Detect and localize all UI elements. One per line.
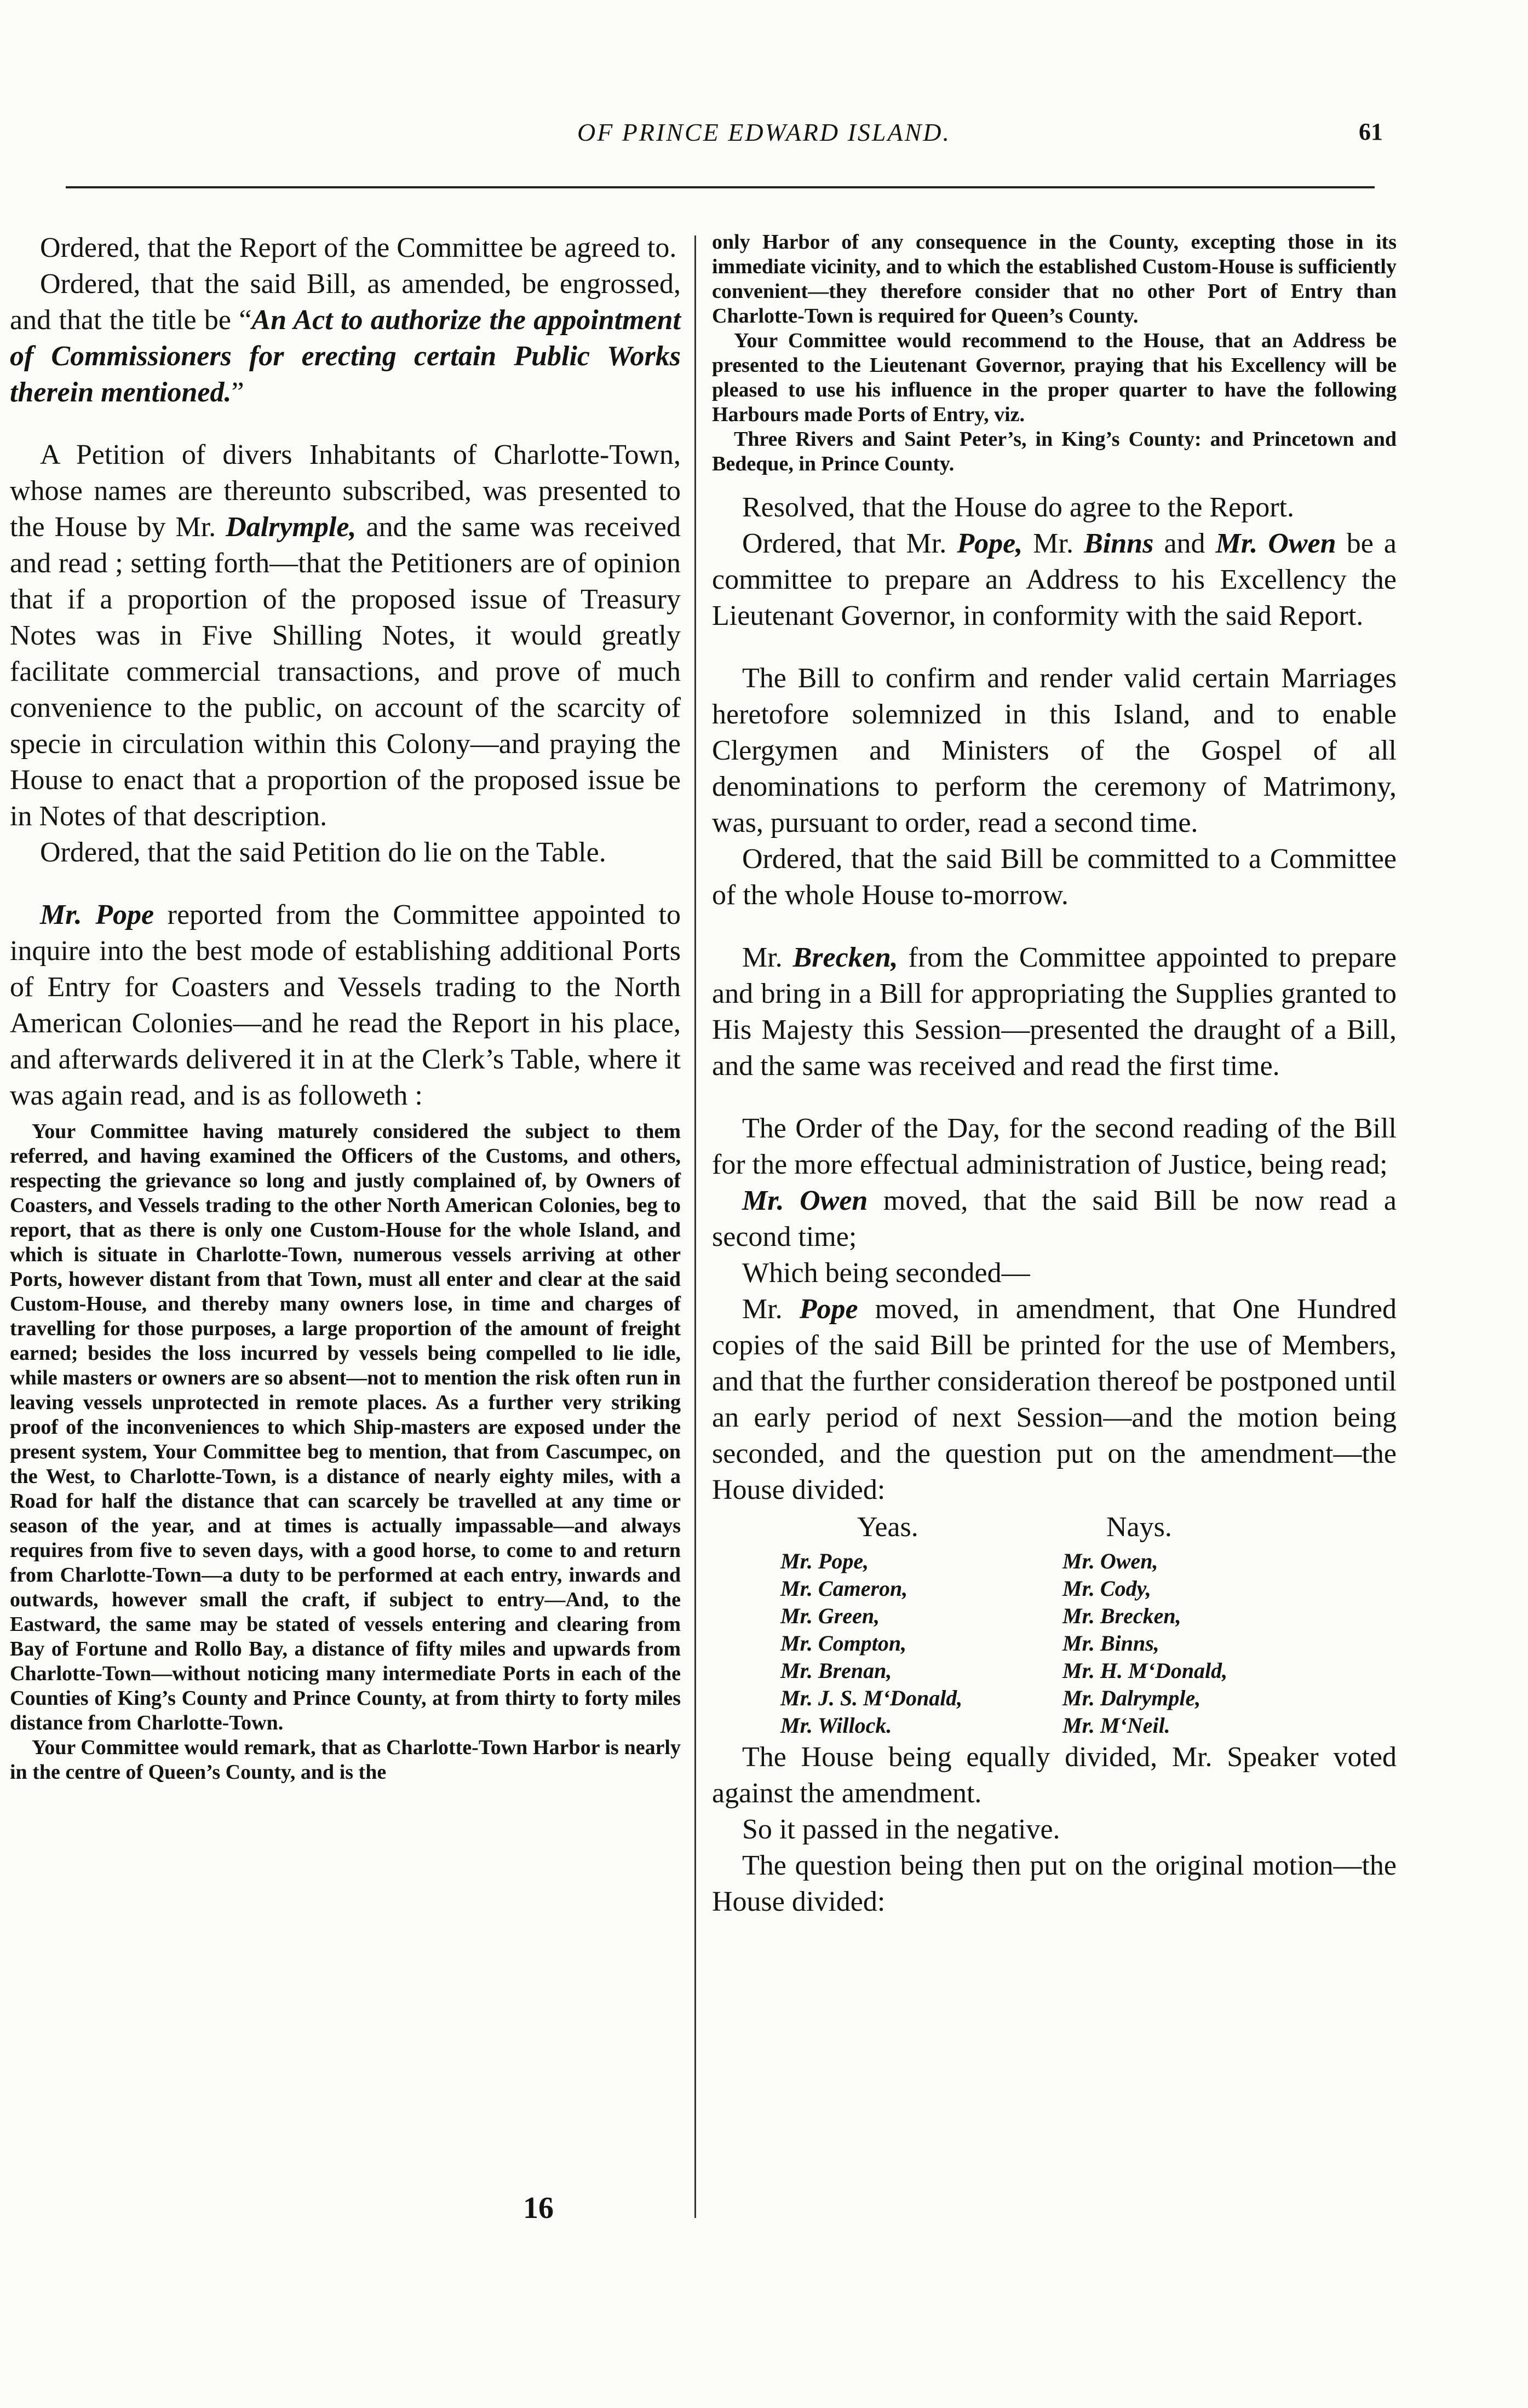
yea-member: Mr. Willock. [780, 1713, 892, 1738]
yea-member: Mr. Pope, [780, 1549, 869, 1573]
paragraph: The Order of the Day, for the second reading of the Bill for the more effectual administration of Justice, being read; [712, 1113, 1397, 1180]
nays-heading: Nays. [1106, 1512, 1172, 1543]
member-name: Dalrymple, [226, 512, 357, 543]
paragraph [712, 526, 1397, 634]
nay-member: Mr. Brecken, [1062, 1604, 1181, 1628]
text: and the same was received and read ; setting forth—that the Petitioners are of opinion that if a proportion of the proposed issue of Treasury Notes was in Five Shilling Notes, it would greatly facilitate commercial transactions, and prove of much convenience to the public, on account of the scarcity of specie in circulation within this Colony—and praying the House to enact that a proportion of the proposed issue be in Notes of that description. [10, 512, 681, 832]
paragraph: The House being equally divided, Mr. Speaker voted against the amendment. [712, 1742, 1397, 1809]
text: moved, that the said Bill be now read a second time; [712, 1185, 1397, 1252]
member-name: Mr. Pope [40, 899, 154, 930]
yea-member: Mr. Compton, [780, 1631, 907, 1656]
paragraph: Which being seconded— [742, 1257, 1030, 1289]
report-paragraph: Your Committee having maturely considered the subject to them referred, and having examined the Officers of the Customs, and others, respecting the grievance so long and justly complained of, by Owners of Coasters, and Vessels trading to the other North American Colonies, beg to report, that as there is only one Custom-House for the whole Island, and which is situate in Charlotte-Town, numerous vessels arriving at other Ports, however distant from that Town, must all enter and clear at the said Custom-House, and thereby many owners lose, in time and charges of travelling for those purposes, a large proportion of the amount of freight earned; besides the loss incurred by vessels being compelled to lie idle, while masters or owners are so absent—not to mention the risk often run in leaving vessels unprotected in remote places. As a further very striking proof of the inconveniences to which Ship-masters are exposed under the present system, Your Committee beg to mention, that from Cascumpec, on the West, to Charlotte-Town, is a distance of nearly eighty miles, with a Road for half the distance that can scarcely be travelled at any time or season of the year, and at times is actually impassable—and always requires from five to seven days, with a good horse, to come to and return from Charlotte-Town—a duty to be performed at each entry, inwards and outwards, however small the craft, if subject to entry—And, to the Eastward, the same may be stated of vessels entering and clearing from Bay of Fortune and Rollo Bay, a distance of fifty miles and upwards from Charlotte-Town—without noticing many intermediate Ports in each of the Counties of King’s County and Prince County, at from thirty to forty miles distance from Charlotte-Town. [10, 1120, 681, 1734]
yea-member: Mr. Brenan, [780, 1658, 892, 1683]
text: ” [231, 377, 244, 408]
bill-title: An Act to authorize the appointment of Commissioners for erecting certain Public Works therein mentioned. [10, 304, 681, 408]
member-name: Mr. Owen [742, 1185, 868, 1216]
paragraph: Ordered, that the Report of the Committee be agreed to. [40, 232, 677, 263]
paragraph [712, 1291, 1397, 1508]
text: Mr. [1023, 528, 1084, 559]
yeas-column [780, 1510, 1062, 1739]
paragraph: The Bill to confirm and render valid certain Marriages heretofore solemnized in this Island, and to enable Clergymen and Ministers of the Gospel of all denominations to perform the ceremony of Matrimony, was, pursuant to order, read a second time. [712, 663, 1397, 838]
text: A Petition of divers Inhabitants of Charlotte-Town, whose names are thereunto subscribed, was presented to the House by Mr. [10, 439, 681, 543]
text: Mr. [742, 942, 793, 973]
right-column [712, 230, 1397, 1920]
nays-column [1062, 1510, 1345, 1739]
nay-member: Mr. Binns, [1062, 1631, 1159, 1656]
nay-member: Mr. Owen, [1062, 1549, 1158, 1573]
paragraph: The question being then put on the original motion—the House divided: [712, 1850, 1397, 1917]
running-title: OF PRINCE EDWARD ISLAND. [577, 118, 951, 146]
member-name: Brecken, [792, 942, 898, 973]
division-list [712, 1510, 1397, 1739]
text: Ordered, that Mr. [742, 528, 957, 559]
report-paragraph: Your Committee would recommend to the House, that an Address be presented to the Lieutenant Governor, praying that his Excellency will be pleased to use his influence in the proper quarter to have the following Harbours made Ports of Entry, viz. [712, 329, 1397, 426]
paragraph: So it passed in the negative. [742, 1814, 1060, 1845]
page-header [0, 118, 1528, 162]
text: reported from the Committee appointed to inquire into the best mode of establishing additional Ports of Entry for Coasters and Vessels trading to the North American Colonies—and he read the Report in his place, and afterwards delivered it in at the Clerk’s Table, where it was again read, and is as followeth : [10, 899, 681, 1111]
member-name: Binns [1084, 528, 1154, 559]
signature-mark: 16 [523, 2191, 554, 2225]
yea-member: Mr. J. S. M‘Donald, [780, 1686, 963, 1710]
paragraph [712, 940, 1397, 1084]
left-column [10, 230, 681, 1785]
text: be a committee to prepare an Address to his Excellency the Lieutenant Governor, in conformity with the said Report. [712, 528, 1397, 631]
paragraph [10, 897, 681, 1114]
yeas-heading: Yeas. [857, 1512, 918, 1543]
text: Ordered, that the said Bill, as amended, be engrossed, and that the title be “ [10, 268, 681, 336]
text: from the Committee appointed to prepare and bring in a Bill for appropriating the Supplies granted to His Majesty this Session—presented the draught of a Bill, and the same was received and read the first time. [712, 942, 1397, 1082]
header-rule [66, 186, 1375, 188]
paragraph: Ordered, that the said Petition do lie on the Table. [40, 837, 606, 868]
nay-member: Mr. Dalrymple, [1062, 1686, 1201, 1710]
text: Mr. [742, 1294, 800, 1325]
yea-member: Mr. Green, [780, 1604, 880, 1628]
text: moved, in amendment, that One Hundred copies of the said Bill be printed for the use of Members, and that the further consideration thereof be postponed until an early period of next Session—and the motion being seconded, and the question put on the amendment—the House divided: [712, 1294, 1397, 1505]
paragraph [10, 266, 681, 411]
page-number: 61 [1359, 118, 1383, 145]
report-paragraph: only Harbor of any consequence in the County, excepting those in its immediate vicinity, and to which the established Custom-House is sufficiently convenient—they therefore consider that no other Port of Entry than Charlotte-Town is required for Queen’s County. [712, 231, 1397, 327]
column-divider [694, 235, 696, 2218]
text: and [1153, 528, 1216, 559]
paragraph [10, 437, 681, 835]
nay-member: Mr. Cody, [1062, 1576, 1151, 1601]
report-paragraph: Three Rivers and Saint Peter’s, in King’s County: and Princetown and Bedeque, in Prince County. [712, 428, 1397, 475]
member-name: Mr. Owen [1215, 528, 1336, 559]
nay-member: Mr. H. M‘Donald, [1062, 1658, 1228, 1683]
report-paragraph: Your Committee would remark, that as Charlotte-Town Harbor is nearly in the centre of Queen’s County, and is the [10, 1736, 681, 1784]
yea-member: Mr. Cameron, [780, 1576, 908, 1601]
member-name: Pope [799, 1294, 858, 1325]
nay-member: Mr. M‘Neil. [1062, 1713, 1170, 1738]
member-name: Pope, [957, 528, 1023, 559]
paragraph: Resolved, that the House do agree to the Report. [742, 492, 1294, 523]
paragraph [712, 1183, 1397, 1255]
paragraph: Ordered, that the said Bill be committed to a Committee of the whole House to-morrow. [712, 843, 1397, 911]
